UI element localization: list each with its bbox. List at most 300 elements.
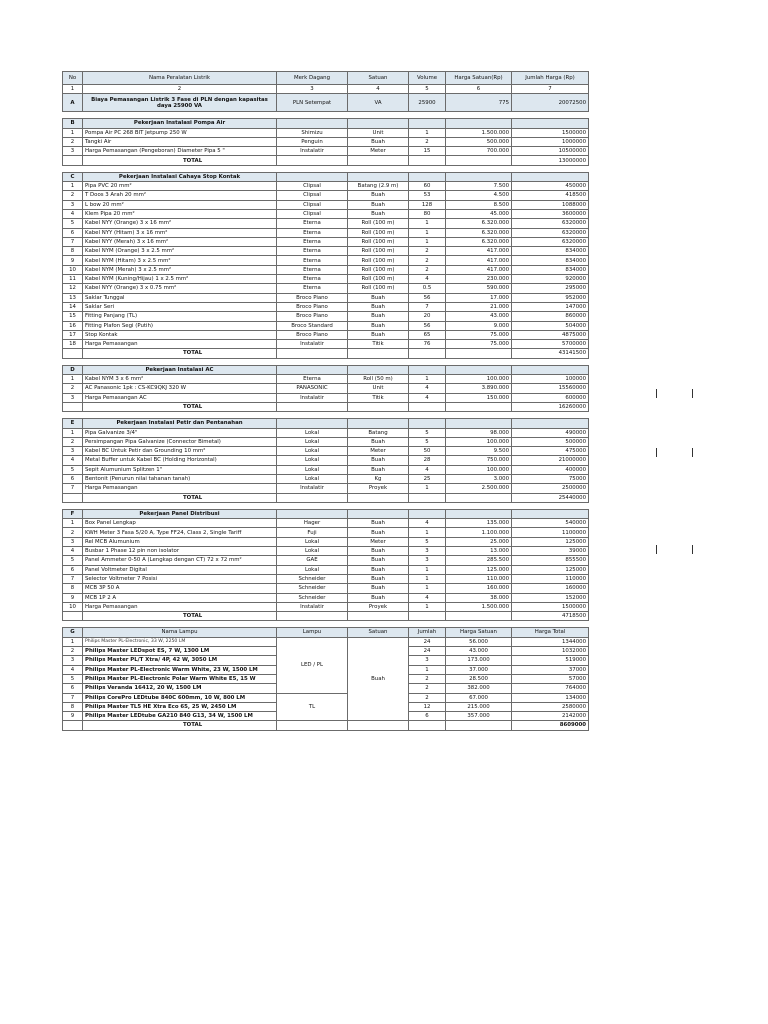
empty-cell — [277, 365, 348, 374]
item-brand: Lokal — [277, 565, 348, 574]
empty-cell — [63, 612, 83, 621]
column-number-row — [63, 85, 589, 94]
item-volume: 56 — [409, 321, 446, 330]
item-unit: Buah — [348, 565, 409, 574]
total-label: TOTAL — [83, 721, 277, 730]
item-volume: 76 — [409, 340, 446, 349]
empty-cell — [446, 493, 512, 502]
lamp-table-body — [63, 628, 589, 730]
section-gap — [63, 412, 589, 419]
item-volume: 1 — [409, 565, 446, 574]
item-volume: 50 — [409, 447, 446, 456]
item-unit: Buah — [348, 137, 409, 146]
lamp-name: Philips CorePro LEDtube 840C 600mm, 10 W, 800 LM — [83, 693, 277, 702]
item-volume: 4 — [409, 593, 446, 602]
section-a-brand: PLN Setempat — [277, 94, 348, 112]
table-row — [63, 228, 589, 237]
item-name: Kabel NYY (Hitam) 3 x 16 mm² — [83, 228, 277, 237]
item-volume: 0.5 — [409, 284, 446, 293]
item-no: 2 — [63, 528, 83, 537]
total-value: 4718500 — [512, 612, 589, 621]
item-unit: Meter — [348, 537, 409, 546]
item-name: Fitting Plafon Segi (Putih) — [83, 321, 277, 330]
item-unit: Buah — [348, 547, 409, 556]
table-row — [63, 284, 589, 293]
empty-cell — [277, 509, 348, 518]
item-name: Kabel NYY (Orange) 3 x 16 mm² — [83, 219, 277, 228]
item-price: 6.320.000 — [446, 237, 512, 246]
item-price: 750.000 — [446, 456, 512, 465]
item-total: 475000 — [512, 447, 589, 456]
item-price: 417.000 — [446, 247, 512, 256]
lamp-total: 764000 — [512, 684, 589, 693]
item-total: 10500000 — [512, 147, 589, 156]
lamp-qty: 2 — [409, 674, 446, 683]
item-name: KWH Meter 3 Fasa 5/20 A, Type FF24, Class 2, Single Tariff — [83, 528, 277, 537]
lamp-qty: 24 — [409, 637, 446, 646]
lamp-name: Philips Master PL/T Xtra/ 4P, 42 W, 3050 LM — [83, 656, 277, 665]
table-row — [63, 312, 589, 321]
item-total: 4875000 — [512, 330, 589, 339]
empty-cell — [409, 721, 446, 730]
item-brand: Eterna — [277, 237, 348, 246]
item-unit: Unit — [348, 128, 409, 137]
item-volume: 80 — [409, 209, 446, 218]
item-price: 150.000 — [446, 393, 512, 402]
lamp-total: 57000 — [512, 674, 589, 683]
lamp-header-total: Harga Total — [512, 628, 589, 637]
item-unit: Roll (100 m) — [348, 219, 409, 228]
empty-cell — [512, 172, 589, 181]
item-no: 13 — [63, 293, 83, 302]
section-a-total: 20072500 — [512, 94, 589, 112]
gap-cell — [63, 165, 589, 172]
item-volume: 56 — [409, 293, 446, 302]
item-no: 9 — [63, 256, 83, 265]
item-price: 98.000 — [446, 428, 512, 437]
item-unit: Titik — [348, 340, 409, 349]
lamp-qty: 12 — [409, 702, 446, 711]
item-name: Harga Pemasangan — [83, 602, 277, 611]
item-volume: 2 — [409, 247, 446, 256]
item-price: 110.000 — [446, 574, 512, 583]
table-row — [63, 256, 589, 265]
item-price: 417.000 — [446, 265, 512, 274]
item-unit: Buah — [348, 528, 409, 537]
column-header-row — [63, 72, 589, 85]
item-name: Kabel NYM 3 x 6 mm² — [83, 375, 277, 384]
item-unit: Proyek — [348, 602, 409, 611]
item-total: 110000 — [512, 574, 589, 583]
item-brand: Lokal — [277, 437, 348, 446]
item-unit: Meter — [348, 447, 409, 456]
item-unit: Batang — [348, 428, 409, 437]
total-value: 13000000 — [512, 156, 589, 165]
item-name: MCB 3P 50 A — [83, 584, 277, 593]
item-no: 3 — [63, 393, 83, 402]
item-unit: Buah — [348, 456, 409, 465]
gap-cell — [63, 412, 589, 419]
item-price: 38.000 — [446, 593, 512, 602]
table-row — [63, 147, 589, 156]
item-total: 418500 — [512, 191, 589, 200]
item-price: 8.500 — [446, 200, 512, 209]
item-no: 1 — [63, 182, 83, 191]
section-total-row — [63, 612, 589, 621]
item-unit: Roll (100 m) — [348, 247, 409, 256]
item-name: Harga Pemasangan — [83, 340, 277, 349]
table-row — [63, 593, 589, 602]
section-a-unit: VA — [348, 94, 409, 112]
item-price: 9.000 — [446, 321, 512, 330]
item-no: 5 — [63, 556, 83, 565]
item-name: Kabel NYY (Merah) 3 x 16 mm² — [83, 237, 277, 246]
item-brand: Broco Piano — [277, 293, 348, 302]
item-name: Kabel BC Untuk Petir dan Grounding 10 mm² — [83, 447, 277, 456]
lamp-header-price: Harga Satuan — [446, 628, 512, 637]
item-price: 21.000 — [446, 302, 512, 311]
empty-cell — [348, 156, 409, 165]
empty-cell — [409, 119, 446, 128]
col-number: 3 — [277, 85, 348, 94]
empty-cell — [277, 402, 348, 411]
section-gap — [63, 112, 589, 119]
total-label: TOTAL — [83, 349, 277, 358]
total-value: 16260000 — [512, 402, 589, 411]
item-total: 1088000 — [512, 200, 589, 209]
item-total: 5700000 — [512, 340, 589, 349]
header-total: Jumlah Harga (Rp) — [512, 72, 589, 85]
item-brand: Instalatir — [277, 602, 348, 611]
table-row — [63, 182, 589, 191]
item-price: 1.100.000 — [446, 528, 512, 537]
empty-cell — [63, 402, 83, 411]
item-total: 15560000 — [512, 384, 589, 393]
lamp-group-led: LED / PL — [277, 637, 348, 693]
item-no: 2 — [63, 384, 83, 393]
lamp-name: Philips Veranda 16412, 20 W, 1500 LM — [83, 684, 277, 693]
table-row — [63, 137, 589, 146]
item-no: 7 — [63, 237, 83, 246]
item-volume: 1 — [409, 219, 446, 228]
item-price: 75.000 — [446, 330, 512, 339]
item-name: Stop Kontak — [83, 330, 277, 339]
item-unit: Buah — [348, 593, 409, 602]
section-code: G — [63, 628, 83, 637]
empty-cell — [512, 419, 589, 428]
total-label: TOTAL — [83, 156, 277, 165]
col-number: 2 — [83, 85, 277, 94]
item-name: Bentonit (Penurun nilai tahanan tanah) — [83, 474, 277, 483]
item-volume: 2 — [409, 256, 446, 265]
item-unit: Buah — [348, 437, 409, 446]
item-unit: Buah — [348, 574, 409, 583]
item-price: 135.000 — [446, 519, 512, 528]
item-name: Persimpangan Pipa Galvanize (Connector Bimetal) — [83, 437, 277, 446]
section-a-row — [63, 94, 589, 112]
lamp-table — [62, 627, 589, 730]
item-no: 10 — [63, 265, 83, 274]
cell-border-fragment — [656, 545, 657, 554]
item-name: Panel Voltmeter Digital — [83, 565, 277, 574]
lamp-total: 2580000 — [512, 702, 589, 711]
section-total-row — [63, 349, 589, 358]
item-name: Box Panel Lengkap — [83, 519, 277, 528]
item-price: 6.320.000 — [446, 219, 512, 228]
item-total: 39000 — [512, 547, 589, 556]
item-brand: PANASONIC — [277, 384, 348, 393]
total-label: TOTAL — [83, 612, 277, 621]
item-price: 43.000 — [446, 312, 512, 321]
item-no: 2 — [63, 191, 83, 200]
item-brand: GAE — [277, 556, 348, 565]
section-code: C — [63, 172, 83, 181]
empty-cell — [277, 493, 348, 502]
item-unit: Roll (100 m) — [348, 256, 409, 265]
section-code: A — [63, 94, 83, 112]
empty-cell — [446, 419, 512, 428]
item-price: 125.000 — [446, 565, 512, 574]
item-name: Sepit Alumunium Splitzen 1" — [83, 465, 277, 474]
empty-cell — [277, 612, 348, 621]
section-total-row — [63, 493, 589, 502]
lamp-no: 9 — [63, 712, 83, 721]
item-volume: 4 — [409, 384, 446, 393]
col-number: 4 — [348, 85, 409, 94]
item-brand: Lokal — [277, 547, 348, 556]
item-volume: 1 — [409, 237, 446, 246]
table-row — [63, 447, 589, 456]
lamp-unit: Buah — [348, 637, 409, 721]
item-brand: Broco Piano — [277, 302, 348, 311]
item-brand: Eterna — [277, 375, 348, 384]
item-no: 8 — [63, 247, 83, 256]
item-no: 3 — [63, 447, 83, 456]
item-total: 152000 — [512, 593, 589, 602]
lamp-name: Philips Master TL5 HE Xtra Eco 65, 25 W, 2450 LM — [83, 702, 277, 711]
item-total: 147000 — [512, 302, 589, 311]
empty-cell — [409, 612, 446, 621]
item-total: 1500000 — [512, 602, 589, 611]
table-row — [63, 384, 589, 393]
lamp-name: Philips Master PL-Electronic Polar Warm White E5, 15 W — [83, 674, 277, 683]
section-title: Pekerjaan Instalasi Petir dan Pentanahan — [83, 419, 277, 428]
lamp-qty: 2 — [409, 693, 446, 702]
item-price: 7.500 — [446, 182, 512, 191]
item-volume: 20 — [409, 312, 446, 321]
table-row — [63, 247, 589, 256]
item-no: 4 — [63, 456, 83, 465]
item-name: Selector Voltmeter 7 Posisi — [83, 574, 277, 583]
item-volume: 1 — [409, 375, 446, 384]
item-unit: Roll (50 m) — [348, 375, 409, 384]
empty-cell — [512, 119, 589, 128]
item-name: Harga Pemasangan (Pengeboran) Diameter Pipa 5 " — [83, 147, 277, 156]
item-total: 1100000 — [512, 528, 589, 537]
table-row — [63, 191, 589, 200]
cell-border-fragment — [656, 389, 657, 398]
item-brand: Eterna — [277, 228, 348, 237]
lamp-total: 519000 — [512, 656, 589, 665]
item-brand: Lokal — [277, 428, 348, 437]
item-no: 12 — [63, 284, 83, 293]
item-volume: 1 — [409, 528, 446, 537]
item-price: 9.500 — [446, 447, 512, 456]
item-price: 417.000 — [446, 256, 512, 265]
item-unit: Kg — [348, 474, 409, 483]
table-row — [63, 528, 589, 537]
section-header-row — [63, 419, 589, 428]
item-no: 3 — [63, 537, 83, 546]
item-name: Kabel NYM (Kuning/Hijau) 1 x 2.5 mm² — [83, 275, 277, 284]
empty-cell — [277, 721, 348, 730]
table-row — [63, 474, 589, 483]
item-price: 25.000 — [446, 537, 512, 546]
empty-cell — [409, 509, 446, 518]
section-code: D — [63, 365, 83, 374]
item-price: 100.000 — [446, 437, 512, 446]
item-unit: Buah — [348, 191, 409, 200]
item-no: 5 — [63, 465, 83, 474]
item-total: 160000 — [512, 584, 589, 593]
header-price: Harga Satuan(Rp) — [446, 72, 512, 85]
item-no: 16 — [63, 321, 83, 330]
item-unit: Proyek — [348, 484, 409, 493]
item-price: 75.000 — [446, 340, 512, 349]
item-name: Kabel NYY (Orange) 3 x 0.75 mm² — [83, 284, 277, 293]
item-name: Metal Buffer untuk Kabel BC (Holding Horizontal) — [83, 456, 277, 465]
empty-cell — [277, 119, 348, 128]
header-brand: Merk Dagang — [277, 72, 348, 85]
lamp-name: Philips Master LEDtube GA210 840 G13, 34 W, 1500 LM — [83, 712, 277, 721]
lamp-price: 382.000 — [446, 684, 512, 693]
empty-cell — [446, 365, 512, 374]
item-name: Pompa Air PC 268 BIT Jetpump 250 W — [83, 128, 277, 137]
table-row — [63, 200, 589, 209]
item-total: 295000 — [512, 284, 589, 293]
item-unit: Titik — [348, 393, 409, 402]
lamp-total: 37000 — [512, 665, 589, 674]
item-name: Saklar Tunggal — [83, 293, 277, 302]
item-volume: 2 — [409, 265, 446, 274]
item-brand: Clipsal — [277, 191, 348, 200]
item-name: Saklar Seri — [83, 302, 277, 311]
item-total: 500000 — [512, 437, 589, 446]
lamp-header-row — [63, 628, 589, 637]
item-brand: Instalatir — [277, 484, 348, 493]
item-price: 230.000 — [446, 275, 512, 284]
table-row — [63, 574, 589, 583]
total-value: 25440000 — [512, 493, 589, 502]
lamp-price: 28.500 — [446, 674, 512, 683]
header-no: No — [63, 72, 83, 85]
item-brand: Instalatir — [277, 393, 348, 402]
empty-cell — [446, 119, 512, 128]
empty-cell — [63, 493, 83, 502]
empty-cell — [348, 402, 409, 411]
item-brand: Penguin — [277, 137, 348, 146]
item-name: T Doos 3 Arah 20 mm² — [83, 191, 277, 200]
lamp-name: Philips Master PL-Electronic Warm White, 23 W, 1500 LM — [83, 665, 277, 674]
item-no: 2 — [63, 437, 83, 446]
item-price: 17.000 — [446, 293, 512, 302]
section-header-row — [63, 172, 589, 181]
item-price: 3.000 — [446, 474, 512, 483]
item-unit: Buah — [348, 200, 409, 209]
item-volume: 1 — [409, 484, 446, 493]
item-name: AC Panasonic 1pk : CS-KC9QKJ 320 W — [83, 384, 277, 393]
item-no: 9 — [63, 593, 83, 602]
item-total: 834000 — [512, 265, 589, 274]
table-row — [63, 209, 589, 218]
header-volume: Volume — [409, 72, 446, 85]
item-unit: Batang (2.9 m) — [348, 182, 409, 191]
item-price: 100.000 — [446, 465, 512, 474]
item-unit: Buah — [348, 330, 409, 339]
item-volume: 1 — [409, 602, 446, 611]
item-name: Kabel NYM (Hitam) 3 x 2.5 mm² — [83, 256, 277, 265]
item-price: 700.000 — [446, 147, 512, 156]
item-no: 3 — [63, 147, 83, 156]
rab-table — [62, 71, 589, 621]
item-name: Pipa PVC 20 mm² — [83, 182, 277, 191]
total-value: 8609000 — [512, 721, 589, 730]
col-number: 7 — [512, 85, 589, 94]
item-volume: 2 — [409, 137, 446, 146]
section-title: Pekerjaan Instalasi Cahaya Stop Kontak — [83, 172, 277, 181]
total-label: TOTAL — [83, 493, 277, 502]
empty-cell — [446, 612, 512, 621]
table-row — [63, 302, 589, 311]
section-a-name: Biaya Pemasangan Listrik 3 Fase di PLN dengan kapasitas daya 25900 VA — [83, 94, 277, 112]
empty-cell — [277, 419, 348, 428]
item-unit: Roll (100 m) — [348, 275, 409, 284]
empty-cell — [277, 156, 348, 165]
item-total: 1000000 — [512, 137, 589, 146]
empty-cell — [409, 419, 446, 428]
item-no: 10 — [63, 602, 83, 611]
item-brand: Clipsal — [277, 200, 348, 209]
item-brand: Lokal — [277, 537, 348, 546]
empty-cell — [446, 172, 512, 181]
item-brand: Schneider — [277, 584, 348, 593]
section-total-row — [63, 402, 589, 411]
item-brand: Fuji — [277, 528, 348, 537]
item-name: L bow 20 mm² — [83, 200, 277, 209]
item-unit: Roll (100 m) — [348, 284, 409, 293]
lamp-name: Philips Master PL-Electronic, 33 W, 2250 LM — [83, 637, 277, 646]
item-total: 6320000 — [512, 219, 589, 228]
empty-cell — [277, 172, 348, 181]
lamp-price: 67.000 — [446, 693, 512, 702]
item-no: 3 — [63, 200, 83, 209]
item-name: Harga Pemasangan AC — [83, 393, 277, 402]
empty-cell — [446, 156, 512, 165]
section-gap — [63, 502, 589, 509]
table-row — [63, 584, 589, 593]
lamp-qty: 24 — [409, 647, 446, 656]
item-no: 17 — [63, 330, 83, 339]
section-title: Pekerjaan Instalasi AC — [83, 365, 277, 374]
section-total-row — [63, 156, 589, 165]
item-unit: Buah — [348, 293, 409, 302]
gap-cell — [63, 112, 589, 119]
item-unit: Unit — [348, 384, 409, 393]
item-brand: Schneider — [277, 593, 348, 602]
lamp-name: Philips Master LEDspot ES, 7 W, 1300 LM — [83, 647, 277, 656]
cell-border-fragment — [656, 448, 657, 457]
item-brand: Broco Piano — [277, 312, 348, 321]
